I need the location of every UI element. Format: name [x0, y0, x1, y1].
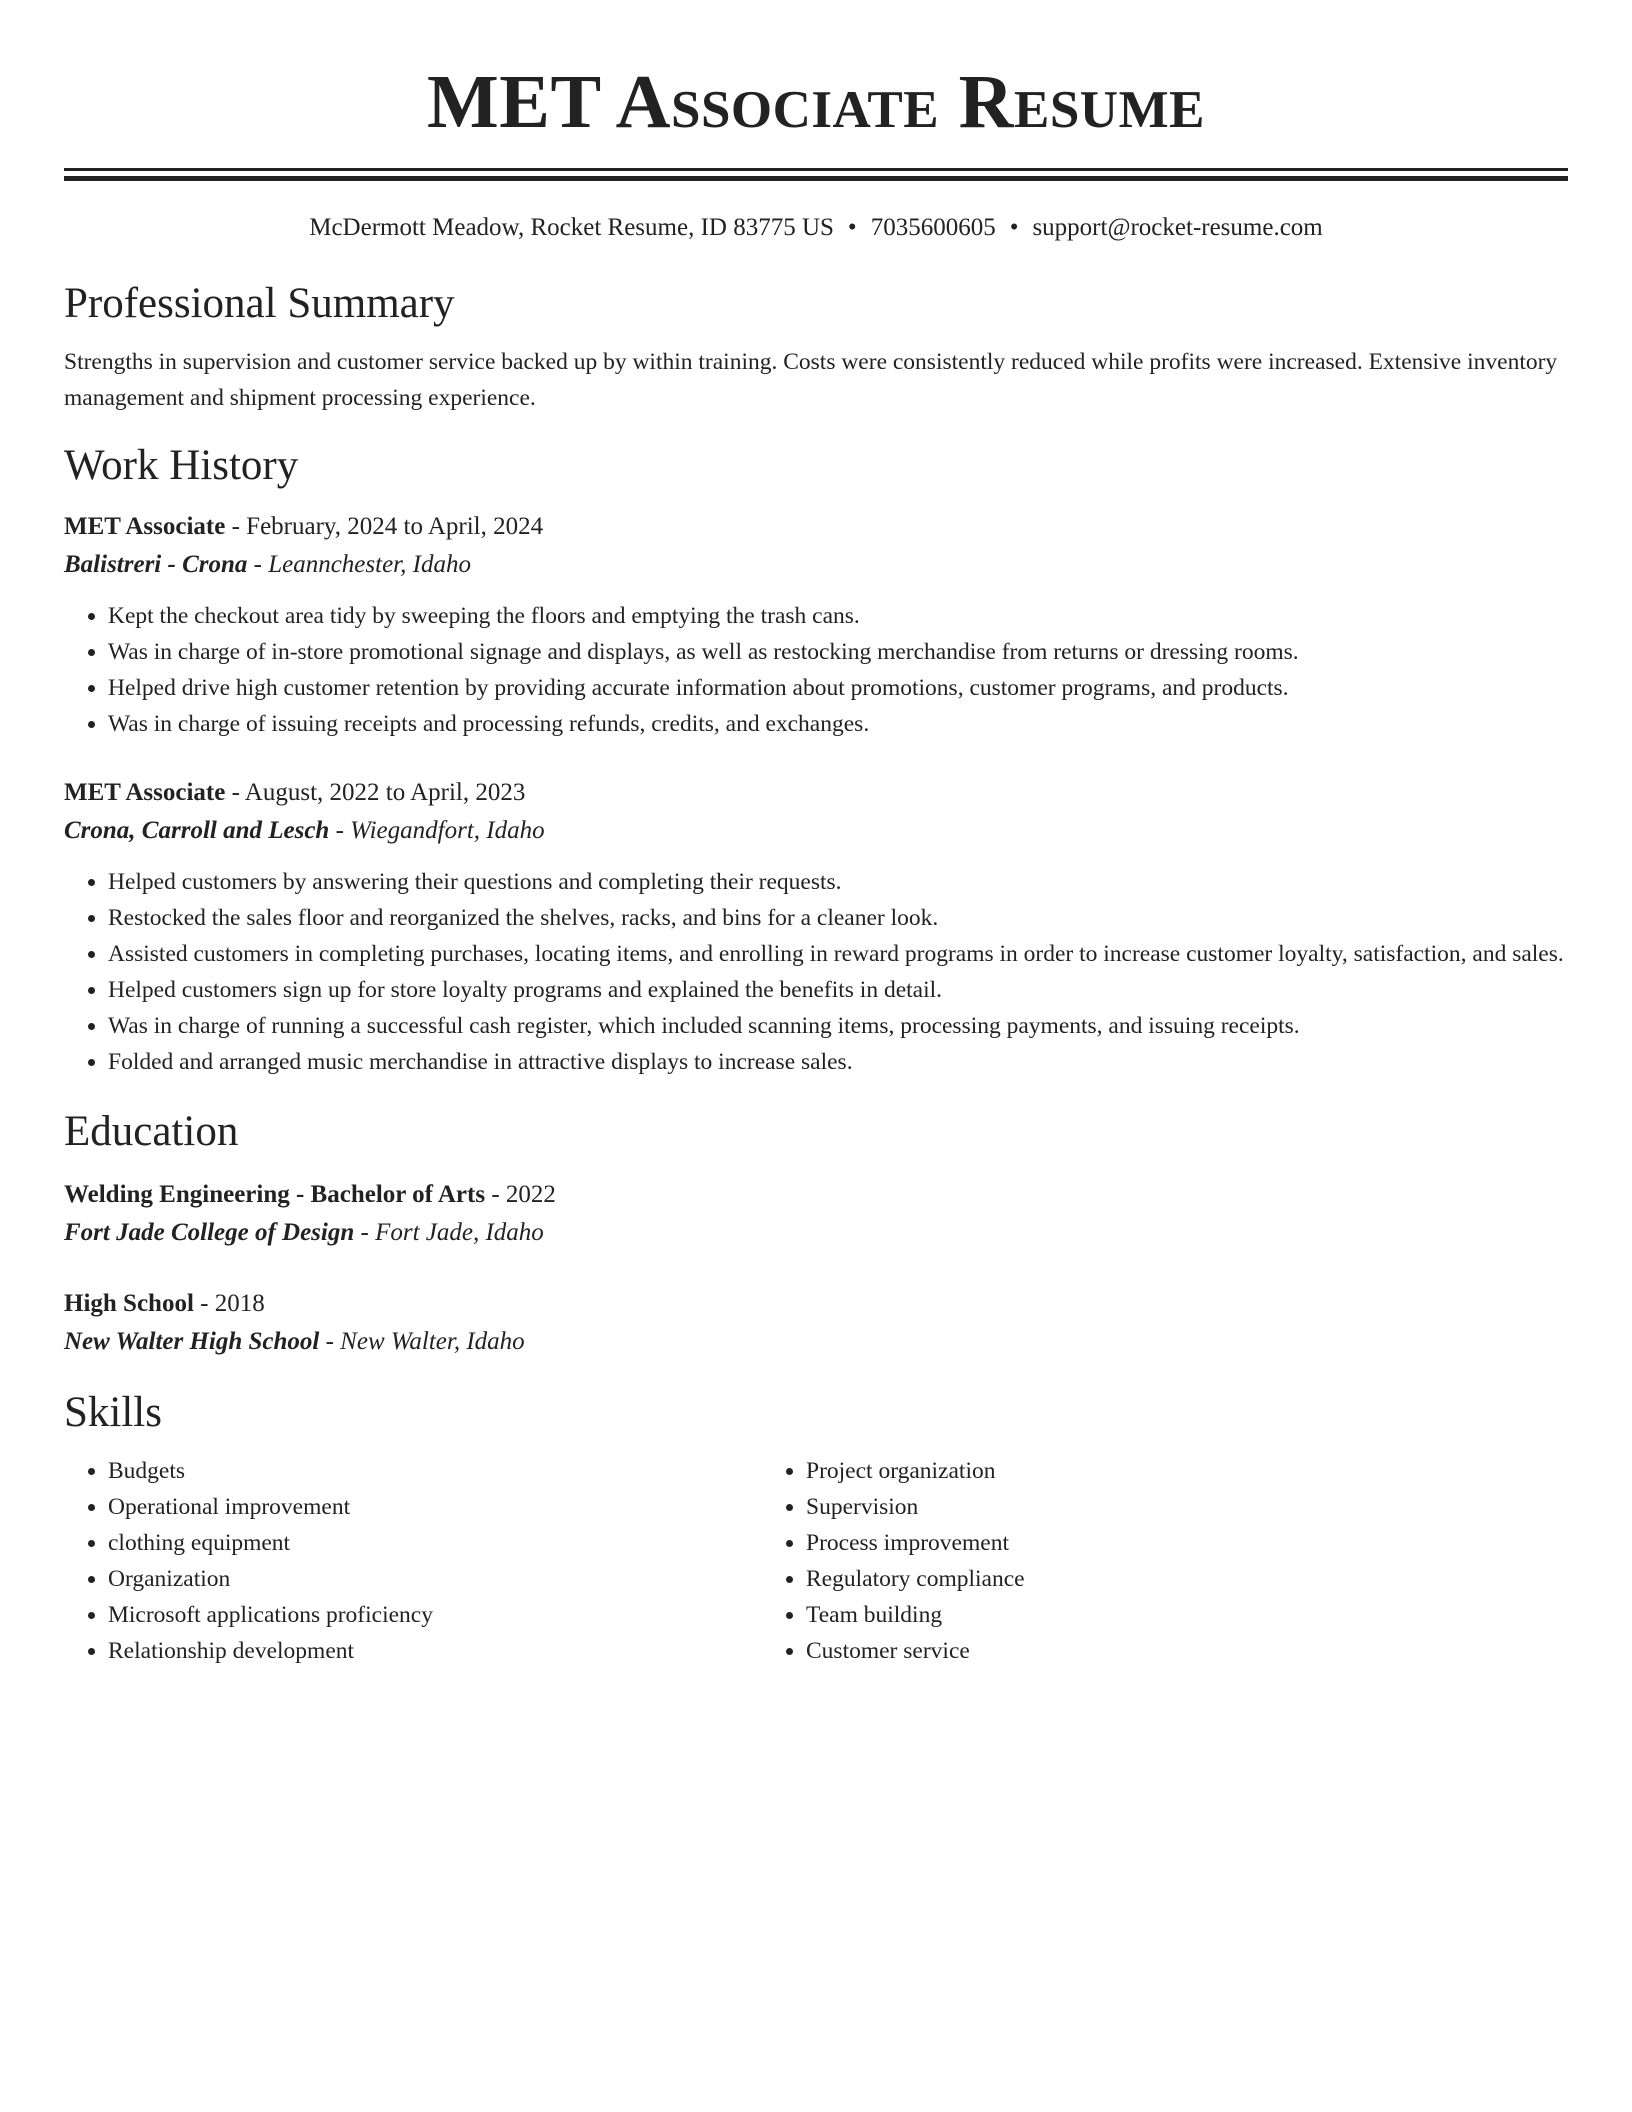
job-employer: Balistreri - Crona — [64, 551, 248, 578]
list-item: • Project organization — [806, 1453, 1460, 1489]
work-history-section — [64, 440, 1568, 1080]
list-item: • Budgets — [108, 1453, 762, 1489]
skills-section — [64, 1387, 1568, 1669]
list-item: • Helped customers by answering their questions and completing their requests. — [108, 864, 1568, 900]
list-item: • Process improvement — [806, 1525, 1460, 1561]
education-school-line — [64, 1214, 1568, 1252]
section-heading-work-history: Work History — [64, 442, 299, 489]
education-school: New Walter High School — [64, 1328, 320, 1355]
list-item: • Kept the checkout area tidy by sweeping the floors and emptying the trash cans. — [108, 598, 1568, 634]
education-degree-line — [64, 1176, 1568, 1214]
list-item: • Restocked the sales floor and reorganized the shelves, racks, and bins for a cleaner look. — [108, 900, 1568, 936]
list-item: • Supervision — [806, 1489, 1460, 1525]
job-location: - Wiegandfort, Idaho — [329, 817, 545, 844]
summary-section — [64, 278, 1568, 416]
list-item: • clothing equipment — [108, 1525, 762, 1561]
job-entry — [64, 774, 1568, 1080]
list-item: • Relationship development — [108, 1633, 762, 1669]
contact-separator: • — [1009, 214, 1019, 241]
education-degree-line — [64, 1285, 1568, 1323]
job-header — [64, 508, 1568, 546]
contact-email: support@rocket-resume.com — [1032, 214, 1323, 241]
job-entry — [64, 508, 1568, 742]
job-location: - Leannchester, Idaho — [247, 551, 471, 578]
title-rule-top — [64, 168, 1568, 171]
education-entry — [64, 1176, 1568, 1252]
section-heading-skills: Skills — [64, 1389, 162, 1436]
contact-phone: 7035600605 — [870, 214, 996, 241]
education-section — [64, 1106, 1568, 1361]
contact-separator: • — [847, 214, 857, 241]
skills-list-left — [64, 1453, 762, 1669]
section-heading-summary: Professional Summary — [64, 280, 455, 327]
list-item: • Team building — [806, 1597, 1460, 1633]
education-location: - New Walter, Idaho — [319, 1328, 525, 1355]
education-school-line — [64, 1323, 1568, 1361]
title-rule-bottom — [64, 176, 1568, 181]
education-school: Fort Jade College of Design — [64, 1219, 355, 1246]
job-duties-list — [64, 598, 1568, 742]
section-heading-education: Education — [64, 1108, 239, 1155]
job-header — [64, 774, 1568, 812]
education-location: - Fort Jade, Idaho — [354, 1219, 544, 1246]
list-item: • Helped drive high customer retention by providing accurate information about promotions, customer programs, and products. — [108, 670, 1568, 706]
list-item: • Operational improvement — [108, 1489, 762, 1525]
list-item: • Was in charge of issuing receipts and processing refunds, credits, and exchanges. — [108, 706, 1568, 742]
job-title: MET Associate — [64, 779, 226, 806]
education-entry — [64, 1285, 1568, 1361]
resume-title: MET Associate Resume — [427, 60, 1205, 144]
contact-address: McDermott Meadow, Rocket Resume, ID 83775 US — [309, 214, 834, 241]
job-employer-line — [64, 546, 1568, 584]
skills-list-right — [762, 1453, 1460, 1669]
education-degree: Welding Engineering - Bachelor of Arts — [64, 1181, 486, 1208]
list-item: • Was in charge of in-store promotional signage and displays, as well as restocking merchandise from returns or dressing rooms. — [108, 634, 1568, 670]
list-item: • Organization — [108, 1561, 762, 1597]
education-year: - 2018 — [193, 1290, 265, 1317]
skills-columns — [64, 1453, 1568, 1669]
list-item: • Regulatory compliance — [806, 1561, 1460, 1597]
education-degree: High School — [64, 1290, 194, 1317]
list-item: • Helped customers sign up for store loyalty programs and explained the benefits in detail. — [108, 972, 1568, 1008]
job-employer: Crona, Carroll and Lesch — [64, 817, 330, 844]
job-title: MET Associate — [64, 513, 226, 540]
list-item: • Was in charge of running a successful cash register, which included scanning items, processing payments, and issuing receipts. — [108, 1008, 1568, 1044]
list-item: • Customer service — [806, 1633, 1460, 1669]
list-item: • Assisted customers in completing purchases, locating items, and enrolling in reward programs in order to increase customer loyalty, satisfaction, and sales. — [108, 936, 1568, 972]
job-dates: - August, 2022 to April, 2023 — [225, 779, 526, 806]
list-item: • Microsoft applications proficiency — [108, 1597, 762, 1633]
education-year: - 2022 — [485, 1181, 556, 1208]
summary-text: Strengths in supervision and customer service backed up by within training. Costs were consistently reduced while profits were increased. Extensive inventory management and shipment processing experience. — [64, 349, 1558, 411]
list-item: • Folded and arranged music merchandise in attractive displays to increase sales. — [108, 1044, 1568, 1080]
job-dates: - February, 2024 to April, 2024 — [225, 513, 544, 540]
job-employer-line — [64, 812, 1568, 850]
contact-line — [64, 211, 1568, 245]
job-duties-list — [64, 864, 1568, 1080]
